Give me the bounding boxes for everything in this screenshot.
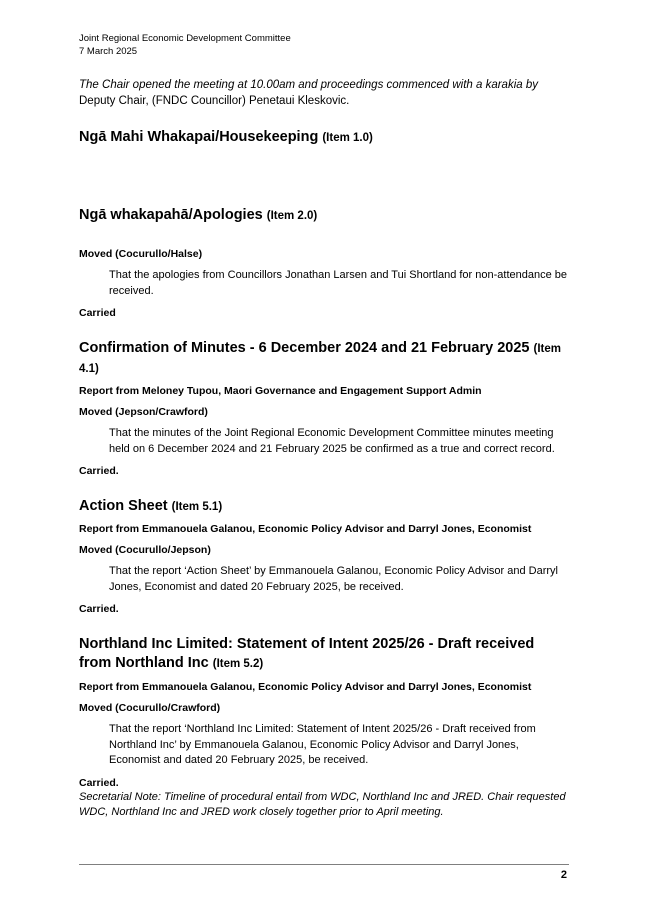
report-author-line: Report from Emmanouela Galanou, Economic Policy Advisor and Darryl Jones, Economist — [79, 523, 532, 535]
header-date: 7 March 2025 — [79, 46, 138, 57]
motion-text: That the minutes of the Joint Regional Economic Development Committee minutes meeting held on 6 December 2024 and 21 February 2025 be confirmed as a true and correct record. — [109, 427, 555, 455]
report-author-line: Report from Meloney Tupou, Maori Governance and Engagement Support Admin — [79, 385, 482, 397]
moved-line: Moved (Jepson/Crawford) — [79, 406, 208, 418]
section-heading-minutes: Confirmation of Minutes - 6 December 2024 and 21 February 2025 (Item 4.1) — [79, 340, 561, 375]
report-author-line: Report from Emmanouela Galanou, Economic Policy Advisor and Darryl Jones, Economist — [79, 681, 532, 693]
item-number: (Item 1.0) — [322, 132, 373, 144]
item-number: (Item 5.2) — [212, 658, 264, 670]
item-number: (Item 4.1) — [79, 343, 561, 375]
section-heading-apologies: Ngā whakapahā/Apologies (Item 2.0) — [79, 207, 318, 223]
moved-line: Moved (Cocurullo/Jepson) — [79, 544, 211, 556]
item-number: (Item 5.1) — [171, 501, 223, 513]
secretarial-note: Secretarial Note: Timeline of procedural entail from WDC, Northland Inc and JRED. Chair requested WDC, Northland Inc and JRED work closely together prior to April meeting. — [79, 790, 566, 818]
section-heading-housekeeping: Ngā Mahi Whakapai/Housekeeping (Item 1.0) — [79, 129, 373, 145]
motion-result: Carried — [79, 307, 116, 319]
motion-result: Carried. — [79, 603, 119, 615]
motion-text: That the report ‘Northland Inc Limited: Statement of Intent 2025/26 - Draft received from Northland Inc’ by Emmanouela Galanou, Economic Policy Advisor and Darryl Jones, Economist and dated 20 February 2025, be received. — [109, 723, 536, 766]
motion-result: Carried. — [79, 776, 119, 789]
page-header — [79, 32, 291, 58]
moved-line: Moved (Cocurullo/Halse) — [79, 248, 203, 260]
minutes-body — [79, 78, 569, 820]
section-heading-action-sheet: Action Sheet (Item 5.1) — [79, 498, 223, 514]
intro-italic-text: The Chair opened the meeting at 10.00am and proceedings commenced with a karakia by — [79, 79, 538, 91]
item-number: (Item 2.0) — [266, 210, 318, 222]
moved-line: Moved (Cocurullo/Crawford) — [79, 702, 221, 714]
intro-paragraph — [79, 78, 569, 109]
footer-divider — [79, 864, 569, 865]
motion-text: That the apologies from Councillors Jonathan Larsen and Tui Shortland for non-attendance be received. — [109, 269, 568, 297]
header-committee-name: Joint Regional Economic Development Committee — [79, 33, 291, 44]
intro-plain-text: Deputy Chair, (FNDC Councillor) Penetaui Kleskovic. — [79, 94, 350, 107]
page-number: 2 — [560, 869, 567, 881]
motion-text: That the report ‘Action Sheet’ by Emmanouela Galanou, Economic Policy Advisor and Darryl Jones, Economist and dated 20 February 2025, be received. — [109, 565, 558, 593]
motion-result: Carried. — [79, 465, 119, 477]
section-heading-northland-inc: Northland Inc Limited: Statement of Intent 2025/26 - Draft received from Northland Inc (Item 5.2) — [79, 636, 535, 671]
